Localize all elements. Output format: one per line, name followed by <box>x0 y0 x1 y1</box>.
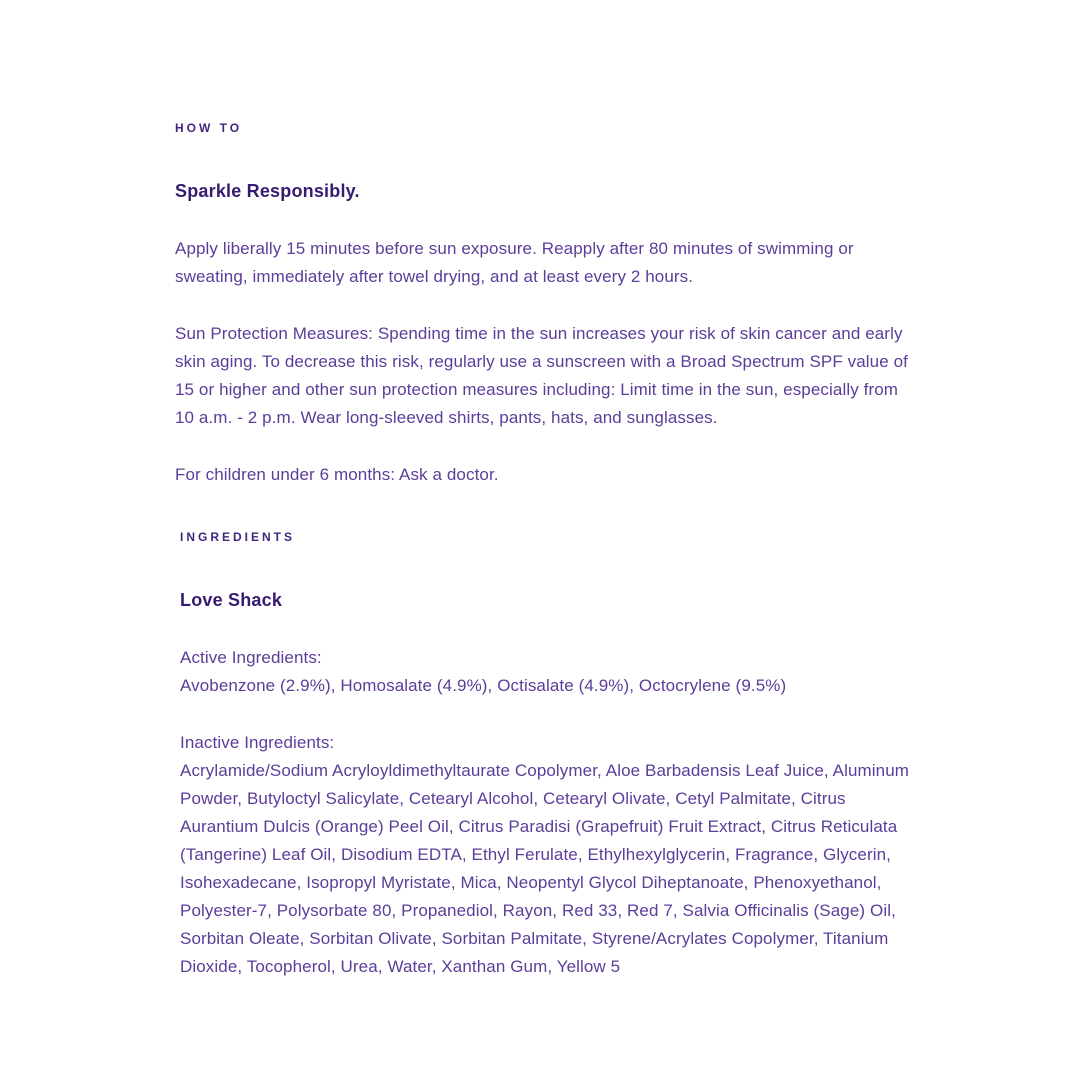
how-to-application-paragraph: Apply liberally 15 minutes before sun exposure. Reapply after 80 minutes of swimming or sweating, immediately after towel drying, and at least every 2 hours. <box>175 239 854 286</box>
how-to-section <box>175 121 912 489</box>
inactive-ingredients-heading: Inactive Ingredients: <box>180 733 335 752</box>
how-to-sun-protection-paragraph: Sun Protection Measures: Spending time in the sun increases your risk of skin cancer and early skin aging. To decrease this risk, regularly use a sunscreen with a Broad Spectrum SPF value of 15 or higher and other sun protection measures including: Limit time in the sun, especially from 10 a.m. - 2 p.m. Wear long-sleeved shirts, pants, hats, and sunglasses. <box>175 324 908 427</box>
active-ingredients-block <box>180 644 912 700</box>
inactive-ingredients-block <box>180 729 912 981</box>
how-to-title: Sparkle Responsibly. <box>175 181 360 201</box>
ingredients-section <box>180 530 912 981</box>
inactive-ingredients-list: Acrylamide/Sodium Acryloyldimethyltaurate Copolymer, Aloe Barbadensis Leaf Juice, Aluminum Powder, Butyloctyl Salicylate, Cetearyl Alcohol, Cetearyl Olivate, Cetyl Palmitate, Citrus Aurantium Dulcis (Orange) Peel Oil, Citrus Paradisi (Grapefruit) Fruit Extract, Citrus Reticulata (Tangerine) Leaf Oil, Disodium EDTA, Ethyl Ferulate, Ethylhexylglycerin, Fragrance, Glycerin, Isohexadecane, Isopropyl Myristate, Mica, Neopentyl Glycol Diheptanoate, Phenoxyethanol, Polyester-7, Polysorbate 80, Propanediol, Rayon, Red 33, Red 7, Salvia Officinalis (Sage) Oil, Sorbitan Oleate, Sorbitan Olivate, Sorbitan Palmitate, Styrene/Acrylates Copolymer, Titanium Dioxide, Tocopherol, Urea, Water, Xanthan Gum, Yellow 5 <box>180 761 910 976</box>
active-ingredients-list: Avobenzone (2.9%), Homosalate (4.9%), Octisalate (4.9%), Octocrylene (9.5%) <box>180 676 787 695</box>
how-to-label: HOW TO <box>175 121 243 135</box>
active-ingredients-heading: Active Ingredients: <box>180 648 322 667</box>
ingredients-label: INGREDIENTS <box>180 530 296 544</box>
ingredients-title: Love Shack <box>180 590 283 610</box>
how-to-children-paragraph: For children under 6 months: Ask a doctor. <box>175 465 499 484</box>
product-info-content <box>175 121 912 1010</box>
